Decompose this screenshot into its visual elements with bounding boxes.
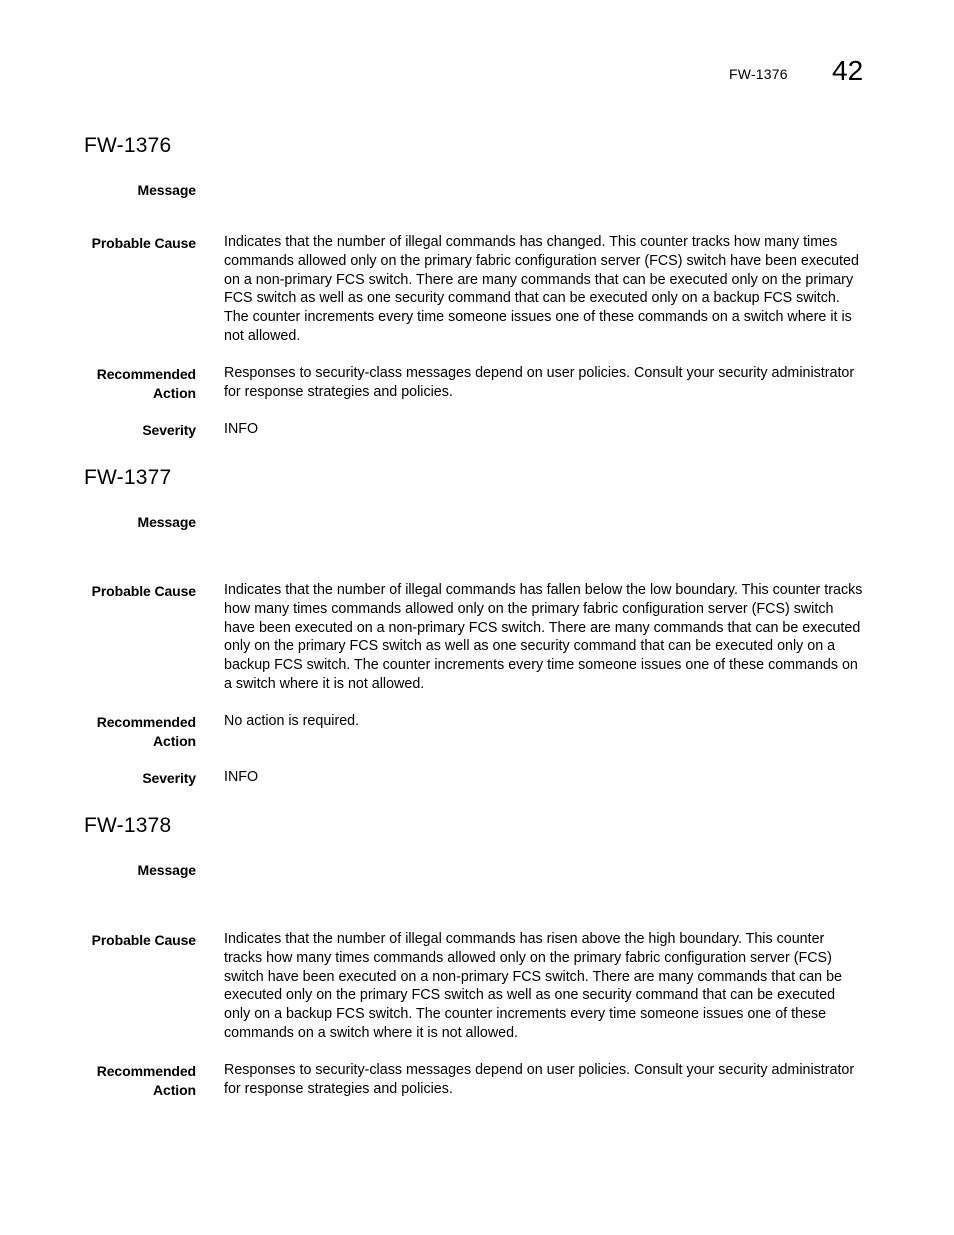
severity-value: INFO: [224, 421, 259, 437]
recommended-label-line2: Action: [153, 385, 196, 401]
probable-cause-label: Probable Cause: [91, 583, 196, 599]
message-label: Message: [137, 514, 196, 530]
recommended-label-line2: Action: [153, 733, 196, 749]
recommended-label-line1: Recommended: [96, 366, 196, 382]
message-label: Message: [137, 862, 196, 878]
severity-label: Severity: [142, 422, 196, 438]
entry-title: FW-1377: [84, 466, 172, 489]
probable-cause-text: Indicates that the number of illegal commands has fallen below the low boundary. This counter tracks how many times commands allowed only on the primary fabric configuration server (FCS) switch have been executed on a non-primary FCS switch. There are many commands that can be executed only on the primary FCS switch as well as one security command that can be executed only on a backup FCS switch. The counter increments every time someone issues one of these commands on a switch where it is not allowed.: [224, 582, 863, 692]
entry-title: FW-1376: [84, 134, 172, 157]
recommended-action-text: Responses to security-class messages depend on user policies. Consult your security administrator for response strategies and policies.: [224, 365, 855, 400]
probable-cause-label: Probable Cause: [91, 235, 196, 251]
entry-title: FW-1378: [84, 814, 172, 837]
recommended-label-line1: Recommended: [96, 1063, 196, 1079]
probable-cause-text: Indicates that the number of illegal commands has changed. This counter tracks how many times commands allowed only on the primary fabric configuration server (FCS) switch have been executed on a non-primary FCS switch. There are many commands that can be executed only on the primary FCS switch as well as one security command that can be executed only on a backup FCS switch. The counter increments every time someone issues one of these commands on a switch where it is not allowed.: [224, 234, 859, 344]
severity-value: INFO: [224, 769, 259, 785]
recommended-action-text: Responses to security-class messages depend on user policies. Consult your security administrator for response strategies and policies.: [224, 1062, 855, 1097]
running-header-title: FW-1376: [729, 66, 788, 82]
message-label: Message: [137, 182, 196, 198]
recommended-action-text: No action is required.: [224, 713, 360, 729]
recommended-action-label: [66, 713, 196, 751]
recommended-action-label: [66, 1062, 196, 1100]
probable-cause-label: Probable Cause: [91, 932, 196, 948]
recommended-label-line2: Action: [153, 1082, 196, 1098]
chapter-number: 42: [832, 55, 864, 86]
probable-cause-text: Indicates that the number of illegal commands has risen above the high boundary. This counter tracks how many times commands allowed only on the primary fabric configuration server (FCS) switch have been executed on a non-primary FCS switch. There are many commands that can be executed only on the primary FCS switch as well as one security command that can be executed only on a backup FCS switch. The counter increments every time someone issues one of these commands on a switch where it is not allowed.: [224, 931, 842, 1041]
recommended-label-line1: Recommended: [96, 714, 196, 730]
severity-label: Severity: [142, 770, 196, 786]
recommended-action-label: [66, 365, 196, 403]
